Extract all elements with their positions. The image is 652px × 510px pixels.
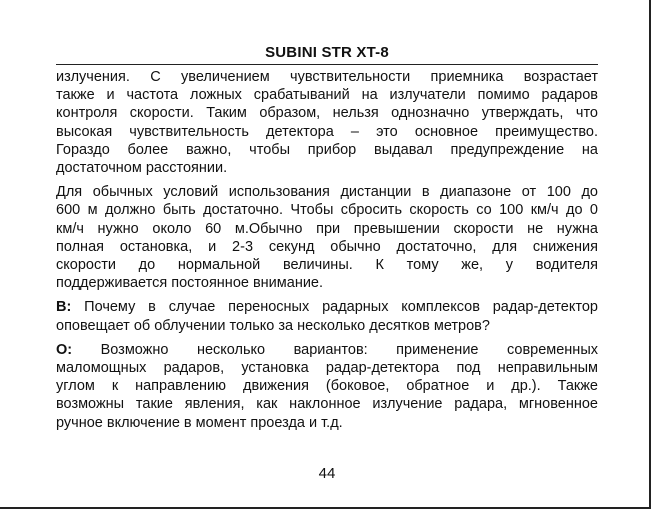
text-line: также и частота ложных срабатываний на излучатели помимо радаров bbox=[56, 87, 598, 104]
text-line: поддерживается постоянное внимание. bbox=[56, 275, 324, 292]
page-header bbox=[56, 44, 598, 61]
answer-paragraph bbox=[56, 341, 598, 432]
header-rule bbox=[56, 64, 598, 65]
answer-label: О: bbox=[56, 341, 73, 358]
header-title: SUBINI STR XT-8 bbox=[265, 44, 389, 61]
text-line: оповещает об облучении только за несколько десятков метров? bbox=[56, 317, 490, 334]
answer-text: Возможно несколько вариантов: применение современных bbox=[72, 341, 598, 358]
text-line: маломощных радаров, установка радар-детектора под неправильным bbox=[56, 360, 598, 377]
text-line: скорости до нормальной величины. К тому же, у водителя bbox=[56, 257, 598, 274]
question-label: В: bbox=[56, 299, 72, 316]
text-line: контроля скорости. Таким образом, нельзя однозначно утверждать, что bbox=[56, 105, 598, 122]
text-line bbox=[56, 341, 598, 359]
text-line: Для обычных условий использования дистанции в диапазоне от 100 до bbox=[56, 184, 598, 201]
paragraph-2 bbox=[56, 183, 598, 292]
page-number: 44 bbox=[318, 465, 336, 482]
text-line: Гораздо более важно, чтобы прибор выдавал предупреждение на bbox=[56, 141, 598, 158]
text-line: высокая чувствительность детектора – это основное преимущество. bbox=[56, 123, 598, 140]
text-line bbox=[56, 298, 598, 316]
document-body bbox=[56, 68, 598, 438]
text-line: возможны такие явления, как наклонное излучение радара, мгновенное bbox=[56, 396, 598, 413]
question-paragraph bbox=[56, 298, 598, 334]
text-line: излучения. С увеличением чувствительности приемника возрастает bbox=[56, 69, 598, 85]
text-line: достаточном расстоянии. bbox=[56, 160, 228, 177]
question-text: Почему в случае переносных радарных комплексов радар-детектор bbox=[71, 299, 598, 316]
text-line: углом к направлению движения (боковое, обратное и др.). Также bbox=[56, 378, 598, 395]
text-line: ручное включение в момент проезда и т.д. bbox=[56, 414, 343, 431]
text-line: полная остановка, и 2-3 секунд обычно достаточно, для снижения bbox=[56, 238, 598, 255]
text-line: 600 м должно быть достаточно. Чтобы сбросить скорость со 100 км/ч до 0 bbox=[56, 202, 598, 219]
paragraph-1 bbox=[56, 68, 598, 177]
text-line: км/ч нужно около 60 м.Обычно при превышении скорости не нужна bbox=[56, 220, 598, 237]
